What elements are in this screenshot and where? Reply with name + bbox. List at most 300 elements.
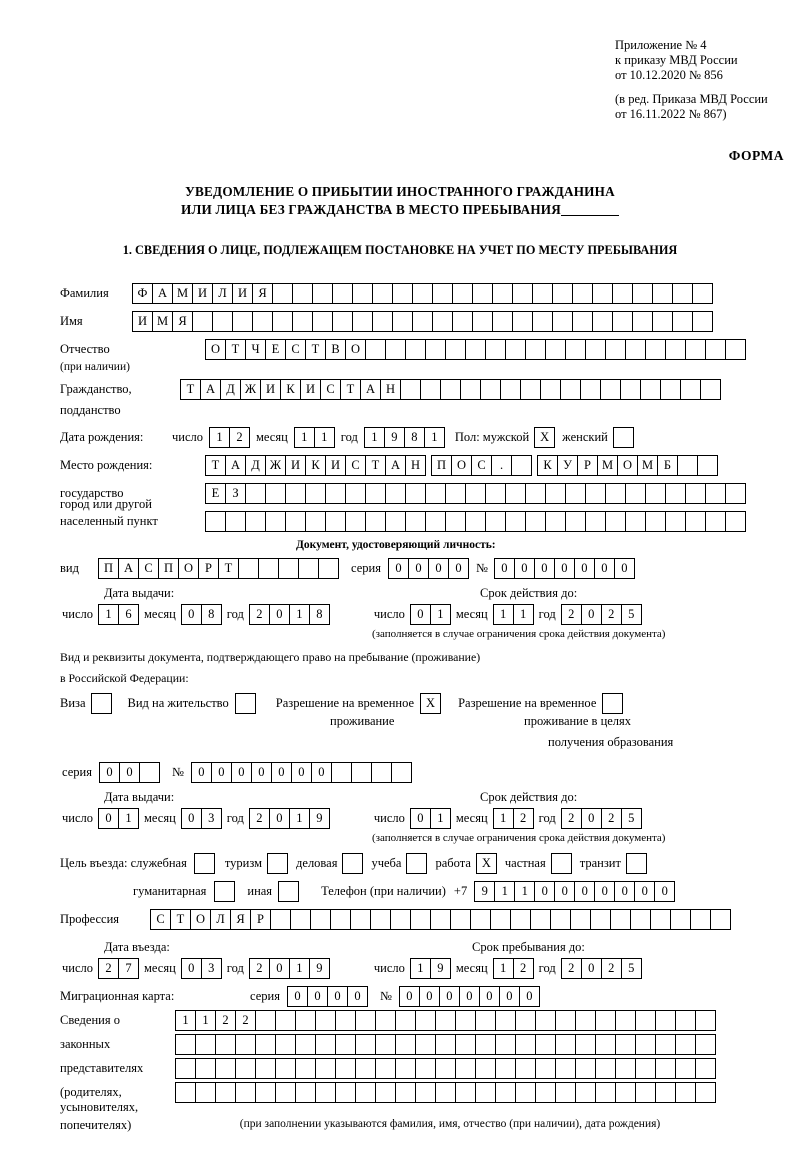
rep-row-2-cell[interactable] [315, 1034, 336, 1055]
birthplace-state-cell[interactable]: К [305, 455, 326, 476]
identity-series-cell[interactable]: 0 [388, 558, 409, 579]
rep-row-3-cell[interactable] [615, 1058, 636, 1079]
surname-cell[interactable] [472, 283, 493, 304]
birthplace-row2-cell[interactable]: З [225, 483, 246, 504]
surname-cell[interactable] [692, 283, 713, 304]
rep-row-2-cell[interactable] [435, 1034, 456, 1055]
name-cell[interactable]: Я [172, 311, 193, 332]
birth-day-input[interactable] [209, 427, 250, 448]
purpose-transit-checkbox[interactable] [626, 853, 647, 874]
birth-month-cell[interactable]: 1 [294, 427, 315, 448]
birthplace-row3-cell[interactable] [325, 511, 346, 532]
rep-row-4-cell[interactable] [655, 1082, 676, 1103]
profession-cell[interactable] [570, 909, 591, 930]
rep-row-1-cell[interactable] [535, 1010, 556, 1031]
visa-checkbox[interactable] [91, 693, 112, 714]
rep-row-3-cell[interactable] [455, 1058, 476, 1079]
birthplace-row2-cell[interactable] [325, 483, 346, 504]
identity-number-cell[interactable]: 0 [614, 558, 635, 579]
identity-series-cell[interactable]: 0 [428, 558, 449, 579]
birthplace-row3-cell[interactable] [545, 511, 566, 532]
name-cell[interactable] [292, 311, 313, 332]
phone-cell[interactable]: 0 [634, 881, 655, 902]
birthplace-row2-cell[interactable] [365, 483, 386, 504]
birthplace-city-b-cell[interactable] [677, 455, 698, 476]
phone-cell[interactable]: 0 [574, 881, 595, 902]
birthplace-state-cell[interactable]: Д [245, 455, 266, 476]
purpose-service-checkbox[interactable] [194, 853, 215, 874]
rep-row-3-cell[interactable] [675, 1058, 696, 1079]
rep-row-1-cell[interactable] [275, 1010, 296, 1031]
rep-row-3-cell[interactable] [195, 1058, 216, 1079]
rep-row-1-cell[interactable] [675, 1010, 696, 1031]
patronymic-cell[interactable]: О [205, 339, 226, 360]
name-cell[interactable] [692, 311, 713, 332]
profession-cell[interactable] [430, 909, 451, 930]
stay-year-input[interactable] [561, 958, 642, 979]
identity-kind-cell[interactable] [318, 558, 339, 579]
citizenship-cell[interactable]: Н [380, 379, 401, 400]
birthplace-row2-cell[interactable] [565, 483, 586, 504]
rep-row-1-cell[interactable] [455, 1010, 476, 1031]
identity-kind-cell[interactable]: Т [218, 558, 239, 579]
birthplace-row2-cell[interactable]: Е [205, 483, 226, 504]
identity-issue-month-cell[interactable]: 8 [201, 604, 222, 625]
profession-cell[interactable] [490, 909, 511, 930]
surname-cell[interactable] [592, 283, 613, 304]
rep-row-2-cell[interactable] [695, 1034, 716, 1055]
rep-row-1-cell[interactable] [495, 1010, 516, 1031]
patronymic-cell[interactable] [365, 339, 386, 360]
surname-cell[interactable] [272, 283, 293, 304]
rep-row-2-cell[interactable] [655, 1034, 676, 1055]
citizenship-cell[interactable] [560, 379, 581, 400]
rep-row-4-cell[interactable] [435, 1082, 456, 1103]
birthplace-city-b-cell[interactable] [697, 455, 718, 476]
stay-year-cell[interactable]: 2 [601, 958, 622, 979]
profession-cell[interactable]: Л [210, 909, 231, 930]
identity-number-cell[interactable]: 0 [554, 558, 575, 579]
birthplace-row3-cell[interactable] [465, 511, 486, 532]
citizenship-cell[interactable]: С [320, 379, 341, 400]
stay-day-cell[interactable]: 1 [410, 958, 431, 979]
surname-cell[interactable] [432, 283, 453, 304]
rep-row-2-cell[interactable] [275, 1034, 296, 1055]
name-cell[interactable] [452, 311, 473, 332]
rep-row-2-cell[interactable] [375, 1034, 396, 1055]
identity-issue-year-input[interactable] [249, 604, 330, 625]
migration-number-cell[interactable]: 0 [459, 986, 480, 1007]
migration-series-cell[interactable]: 0 [327, 986, 348, 1007]
birth-year-cell[interactable]: 9 [384, 427, 405, 448]
birthplace-row2-cell[interactable] [445, 483, 466, 504]
rep-row-3-cell[interactable] [495, 1058, 516, 1079]
migration-number-cell[interactable]: 0 [399, 986, 420, 1007]
rep-row-1-cell[interactable] [695, 1010, 716, 1031]
identity-number-cell[interactable]: 0 [514, 558, 535, 579]
rep-row-4-cell[interactable] [235, 1082, 256, 1103]
identity-valid-month-input[interactable] [493, 604, 534, 625]
rep-row-4-cell[interactable] [315, 1082, 336, 1103]
surname-input[interactable] [132, 283, 713, 304]
patronymic-cell[interactable] [625, 339, 646, 360]
rep-row-4-cell[interactable] [295, 1082, 316, 1103]
profession-cell[interactable] [610, 909, 631, 930]
birthplace-row3-cell[interactable] [685, 511, 706, 532]
rep-row-1-cell[interactable] [315, 1010, 336, 1031]
profession-cell[interactable] [370, 909, 391, 930]
birthplace-row3-cell[interactable] [705, 511, 726, 532]
rep-row-1-cell[interactable]: 2 [235, 1010, 256, 1031]
name-cell[interactable]: И [132, 311, 153, 332]
permit-number-cell[interactable] [371, 762, 392, 783]
patronymic-cell[interactable]: Т [225, 339, 246, 360]
profession-cell[interactable] [530, 909, 551, 930]
citizenship-cell[interactable] [540, 379, 561, 400]
rep-row-3-cell[interactable] [435, 1058, 456, 1079]
identity-kind-cell[interactable] [298, 558, 319, 579]
rep-row-3-cell[interactable] [575, 1058, 596, 1079]
rep-row-3-cell[interactable] [695, 1058, 716, 1079]
profession-cell[interactable] [350, 909, 371, 930]
identity-issue-month-input[interactable] [181, 604, 222, 625]
surname-cell[interactable]: И [192, 283, 213, 304]
birthplace-row3-input[interactable] [205, 511, 746, 532]
birthplace-row2-cell[interactable] [425, 483, 446, 504]
phone-cell[interactable]: 0 [594, 881, 615, 902]
citizenship-cell[interactable]: К [280, 379, 301, 400]
profession-cell[interactable] [470, 909, 491, 930]
purpose-work-checkbox[interactable]: Х [476, 853, 497, 874]
birthplace-row2-cell[interactable] [245, 483, 266, 504]
identity-number-cell[interactable]: 0 [534, 558, 555, 579]
name-input[interactable] [132, 311, 713, 332]
rep-row-4-input[interactable] [175, 1082, 716, 1103]
patronymic-cell[interactable] [425, 339, 446, 360]
birthplace-row2-cell[interactable] [285, 483, 306, 504]
permit-issue-year-cell[interactable]: 9 [309, 808, 330, 829]
citizenship-cell[interactable]: Ж [240, 379, 261, 400]
entry-day-cell[interactable]: 7 [118, 958, 139, 979]
permit-number-cell[interactable]: 0 [251, 762, 272, 783]
rep-row-1-cell[interactable] [575, 1010, 596, 1031]
rep-row-1-cell[interactable]: 1 [175, 1010, 196, 1031]
birthplace-city-b-cell[interactable]: Р [577, 455, 598, 476]
citizenship-cell[interactable] [580, 379, 601, 400]
birthplace-row3-cell[interactable] [385, 511, 406, 532]
rep-row-4-cell[interactable] [495, 1082, 516, 1103]
birthplace-city-a-cell[interactable]: О [451, 455, 472, 476]
rep-row-2-cell[interactable] [415, 1034, 436, 1055]
birthplace-row2-cell[interactable] [545, 483, 566, 504]
purpose-study-checkbox[interactable] [406, 853, 427, 874]
citizenship-cell[interactable]: Т [340, 379, 361, 400]
permit-number-cell[interactable] [391, 762, 412, 783]
birthplace-state-cell[interactable]: Т [365, 455, 386, 476]
identity-kind-cell[interactable]: С [138, 558, 159, 579]
permit-issue-year-cell[interactable]: 0 [269, 808, 290, 829]
identity-issue-day-cell[interactable]: 6 [118, 604, 139, 625]
surname-cell[interactable] [552, 283, 573, 304]
name-cell[interactable] [652, 311, 673, 332]
surname-cell[interactable] [672, 283, 693, 304]
birthplace-row3-cell[interactable] [565, 511, 586, 532]
name-cell[interactable]: М [152, 311, 173, 332]
rep-row-4-cell[interactable] [195, 1082, 216, 1103]
profession-cell[interactable] [650, 909, 671, 930]
patronymic-cell[interactable]: Ч [245, 339, 266, 360]
profession-cell[interactable]: Я [230, 909, 251, 930]
profession-cell[interactable] [450, 909, 471, 930]
migration-series-cell[interactable]: 0 [307, 986, 328, 1007]
identity-kind-cell[interactable]: П [98, 558, 119, 579]
identity-valid-year-cell[interactable]: 0 [581, 604, 602, 625]
patronymic-cell[interactable] [645, 339, 666, 360]
citizenship-cell[interactable] [660, 379, 681, 400]
stay-day-input[interactable] [410, 958, 451, 979]
surname-cell[interactable] [612, 283, 633, 304]
birthplace-state-cell[interactable]: С [345, 455, 366, 476]
profession-cell[interactable] [670, 909, 691, 930]
citizenship-cell[interactable] [420, 379, 441, 400]
migration-number-cell[interactable]: 0 [479, 986, 500, 1007]
birthplace-row3-cell[interactable] [725, 511, 746, 532]
rep-row-2-cell[interactable] [295, 1034, 316, 1055]
patronymic-cell[interactable] [565, 339, 586, 360]
profession-cell[interactable]: Р [250, 909, 271, 930]
surname-cell[interactable]: Ф [132, 283, 153, 304]
identity-kind-cell[interactable] [278, 558, 299, 579]
birthplace-state-cell[interactable]: Т [205, 455, 226, 476]
entry-year-cell[interactable]: 9 [309, 958, 330, 979]
name-cell[interactable] [192, 311, 213, 332]
permit-series-cell[interactable] [139, 762, 160, 783]
rep-row-3-cell[interactable] [635, 1058, 656, 1079]
birth-day-cell[interactable]: 1 [209, 427, 230, 448]
identity-valid-day-cell[interactable]: 1 [430, 604, 451, 625]
birthplace-row2-cell[interactable] [345, 483, 366, 504]
rep-row-3-input[interactable] [175, 1058, 716, 1079]
rep-row-4-cell[interactable] [555, 1082, 576, 1103]
patronymic-cell[interactable] [545, 339, 566, 360]
phone-cell[interactable]: 1 [514, 881, 535, 902]
stay-month-input[interactable] [493, 958, 534, 979]
name-cell[interactable] [312, 311, 333, 332]
rep-row-4-cell[interactable] [615, 1082, 636, 1103]
name-cell[interactable] [332, 311, 353, 332]
entry-month-cell[interactable]: 0 [181, 958, 202, 979]
birth-year-cell[interactable]: 8 [404, 427, 425, 448]
name-cell[interactable] [212, 311, 233, 332]
birthplace-row2-cell[interactable] [725, 483, 746, 504]
citizenship-cell[interactable] [480, 379, 501, 400]
citizenship-cell[interactable]: И [260, 379, 281, 400]
purpose-business-checkbox[interactable] [342, 853, 363, 874]
identity-issue-year-cell[interactable]: 0 [269, 604, 290, 625]
surname-cell[interactable]: А [152, 283, 173, 304]
rep-row-3-cell[interactable] [475, 1058, 496, 1079]
birthplace-row2-cell[interactable] [305, 483, 326, 504]
rep-row-1-cell[interactable]: 2 [215, 1010, 236, 1031]
patronymic-cell[interactable] [385, 339, 406, 360]
patronymic-cell[interactable] [725, 339, 746, 360]
citizenship-cell[interactable] [500, 379, 521, 400]
rep-row-1-cell[interactable] [515, 1010, 536, 1031]
birthplace-city-input-b[interactable] [537, 455, 718, 476]
name-cell[interactable] [412, 311, 433, 332]
birthplace-row2-cell[interactable] [385, 483, 406, 504]
permit-number-input[interactable] [191, 762, 412, 783]
permit-valid-month-cell[interactable]: 2 [513, 808, 534, 829]
rep-row-3-cell[interactable] [395, 1058, 416, 1079]
permit-issue-day-cell[interactable]: 0 [98, 808, 119, 829]
rep-row-3-cell[interactable] [355, 1058, 376, 1079]
rep-row-2-cell[interactable] [675, 1034, 696, 1055]
rep-row-2-cell[interactable] [215, 1034, 236, 1055]
stay-month-cell[interactable]: 2 [513, 958, 534, 979]
purpose-private-checkbox[interactable] [551, 853, 572, 874]
birthplace-city-b-cell[interactable]: К [537, 455, 558, 476]
profession-cell[interactable] [270, 909, 291, 930]
birthplace-row3-cell[interactable] [225, 511, 246, 532]
entry-year-cell[interactable]: 2 [249, 958, 270, 979]
rep-row-2-cell[interactable] [395, 1034, 416, 1055]
patronymic-cell[interactable] [665, 339, 686, 360]
birthplace-city-a-cell[interactable]: С [471, 455, 492, 476]
birthplace-city-a-cell[interactable]: . [491, 455, 512, 476]
rep-row-3-cell[interactable] [595, 1058, 616, 1079]
rep-row-2-cell[interactable] [235, 1034, 256, 1055]
migration-series-cell[interactable]: 0 [347, 986, 368, 1007]
birthplace-row2-cell[interactable] [585, 483, 606, 504]
rep-row-1-cell[interactable] [655, 1010, 676, 1031]
birthplace-city-b-cell[interactable]: О [617, 455, 638, 476]
rep-row-3-cell[interactable] [535, 1058, 556, 1079]
birthplace-city-b-cell[interactable]: У [557, 455, 578, 476]
rep-row-4-cell[interactable] [275, 1082, 296, 1103]
birthplace-city-input-a[interactable] [431, 455, 532, 476]
stay-year-cell[interactable]: 0 [581, 958, 602, 979]
name-cell[interactable] [612, 311, 633, 332]
citizenship-cell[interactable] [620, 379, 641, 400]
patronymic-cell[interactable] [485, 339, 506, 360]
name-cell[interactable] [432, 311, 453, 332]
rep-row-2-cell[interactable] [175, 1034, 196, 1055]
surname-cell[interactable] [652, 283, 673, 304]
phone-input[interactable] [474, 881, 675, 902]
permit-valid-year-cell[interactable]: 2 [601, 808, 622, 829]
migration-number-input[interactable] [399, 986, 540, 1007]
permit-issue-year-cell[interactable]: 1 [289, 808, 310, 829]
rep-row-1-cell[interactable]: 1 [195, 1010, 216, 1031]
surname-cell[interactable] [452, 283, 473, 304]
patronymic-cell[interactable] [685, 339, 706, 360]
rep-row-2-cell[interactable] [455, 1034, 476, 1055]
birthplace-row3-cell[interactable] [205, 511, 226, 532]
name-cell[interactable] [352, 311, 373, 332]
birth-month-cell[interactable]: 1 [314, 427, 335, 448]
profession-cell[interactable] [590, 909, 611, 930]
birthplace-city-a-cell[interactable]: П [431, 455, 452, 476]
rep-row-4-cell[interactable] [475, 1082, 496, 1103]
citizenship-cell[interactable] [400, 379, 421, 400]
identity-kind-cell[interactable] [258, 558, 279, 579]
surname-cell[interactable] [572, 283, 593, 304]
birth-year-cell[interactable]: 1 [424, 427, 445, 448]
birthplace-row3-cell[interactable] [365, 511, 386, 532]
phone-cell[interactable]: 0 [654, 881, 675, 902]
rep-row-4-cell[interactable] [515, 1082, 536, 1103]
entry-day-cell[interactable]: 2 [98, 958, 119, 979]
name-cell[interactable] [472, 311, 493, 332]
identity-valid-month-cell[interactable]: 1 [493, 604, 514, 625]
surname-cell[interactable] [632, 283, 653, 304]
rep-row-3-cell[interactable] [415, 1058, 436, 1079]
birthplace-state-cell[interactable]: Ж [265, 455, 286, 476]
identity-issue-month-cell[interactable]: 0 [181, 604, 202, 625]
surname-cell[interactable] [372, 283, 393, 304]
permit-number-cell[interactable]: 0 [231, 762, 252, 783]
name-cell[interactable] [632, 311, 653, 332]
birthplace-row3-cell[interactable] [505, 511, 526, 532]
birthplace-row2-input[interactable] [205, 483, 746, 504]
phone-cell[interactable]: 0 [614, 881, 635, 902]
permit-series-cell[interactable]: 0 [99, 762, 120, 783]
phone-cell[interactable]: 0 [534, 881, 555, 902]
profession-cell[interactable] [310, 909, 331, 930]
birthplace-row3-cell[interactable] [425, 511, 446, 532]
stay-day-cell[interactable]: 9 [430, 958, 451, 979]
name-cell[interactable] [492, 311, 513, 332]
identity-series-cell[interactable]: 0 [408, 558, 429, 579]
phone-cell[interactable]: 0 [554, 881, 575, 902]
identity-number-cell[interactable]: 0 [594, 558, 615, 579]
identity-issue-year-cell[interactable]: 8 [309, 604, 330, 625]
surname-cell[interactable] [392, 283, 413, 304]
profession-cell[interactable] [690, 909, 711, 930]
surname-cell[interactable] [332, 283, 353, 304]
rep-row-1-cell[interactable] [635, 1010, 656, 1031]
patronymic-cell[interactable]: Е [265, 339, 286, 360]
name-cell[interactable] [252, 311, 273, 332]
name-cell[interactable] [272, 311, 293, 332]
identity-kind-cell[interactable]: О [178, 558, 199, 579]
permit-valid-month-input[interactable] [493, 808, 534, 829]
migration-number-cell[interactable]: 0 [499, 986, 520, 1007]
identity-series-input[interactable] [388, 558, 469, 579]
rep-row-2-cell[interactable] [195, 1034, 216, 1055]
surname-cell[interactable] [512, 283, 533, 304]
rep-row-3-cell[interactable] [315, 1058, 336, 1079]
permit-series-cell[interactable]: 0 [119, 762, 140, 783]
birthplace-row2-cell[interactable] [525, 483, 546, 504]
birthplace-row3-cell[interactable] [285, 511, 306, 532]
permit-issue-month-cell[interactable]: 3 [201, 808, 222, 829]
rep-row-1-cell[interactable] [255, 1010, 276, 1031]
citizenship-cell[interactable]: А [200, 379, 221, 400]
patronymic-cell[interactable] [525, 339, 546, 360]
identity-kind-cell[interactable]: П [158, 558, 179, 579]
rep-row-1-cell[interactable] [355, 1010, 376, 1031]
rep-row-4-cell[interactable] [335, 1082, 356, 1103]
migration-series-input[interactable] [287, 986, 368, 1007]
citizenship-cell[interactable] [460, 379, 481, 400]
permit-number-cell[interactable]: 0 [271, 762, 292, 783]
birthplace-row2-cell[interactable] [265, 483, 286, 504]
rep-row-1-cell[interactable] [615, 1010, 636, 1031]
surname-cell[interactable] [412, 283, 433, 304]
birthplace-row2-cell[interactable] [625, 483, 646, 504]
